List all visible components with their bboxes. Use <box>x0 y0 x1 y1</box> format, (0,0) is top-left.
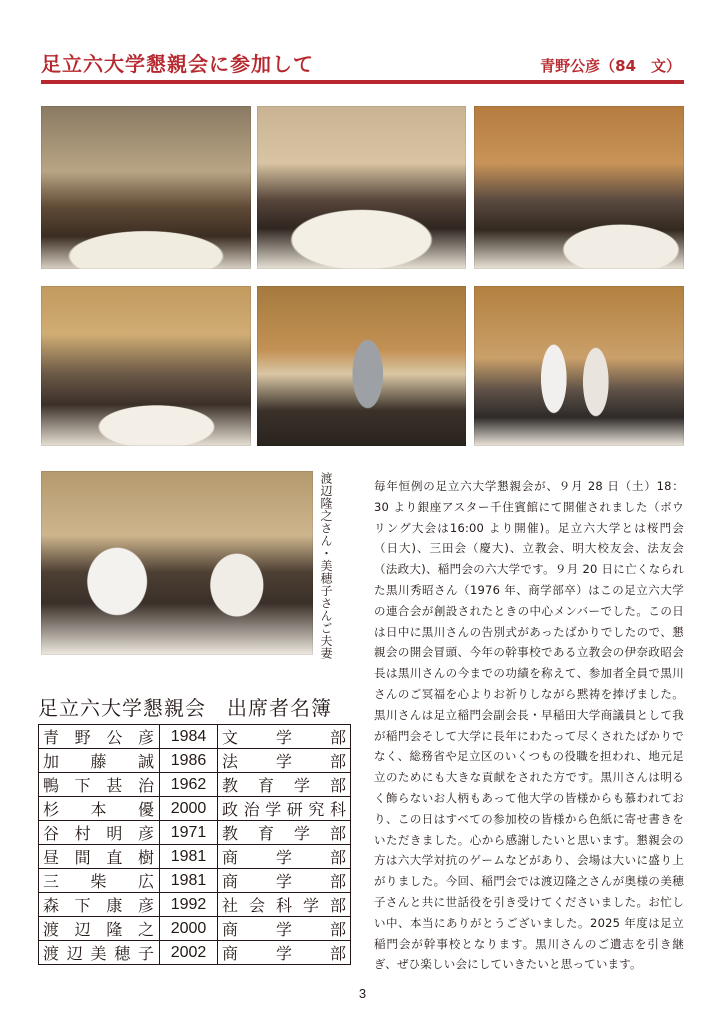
graduation-year: 2000 <box>160 797 218 821</box>
photo-three-standing-hosts <box>474 286 684 446</box>
faculty: 教育学部 <box>218 773 351 797</box>
attendee-name: 加藤誠 <box>39 749 160 773</box>
roster-row <box>39 941 351 965</box>
attendee-name: 鴨下甚治 <box>39 773 160 797</box>
photo-banquet-hall-wide <box>41 106 251 269</box>
photo-speaker-at-microphone <box>257 286 466 446</box>
faculty: 商学部 <box>218 845 351 869</box>
graduation-year: 1986 <box>160 749 218 773</box>
author-byline: 青野公彦（84 文） <box>540 57 681 75</box>
attendee-roster-table <box>38 724 351 965</box>
roster-row <box>39 749 351 773</box>
attendee-name: 渡辺美穂子 <box>39 941 160 965</box>
roster-row <box>39 917 351 941</box>
graduation-year: 2000 <box>160 917 218 941</box>
attendee-name: 谷村明彦 <box>39 821 160 845</box>
roster-row <box>39 797 351 821</box>
faculty: 文学部 <box>218 725 351 749</box>
graduation-year: 1962 <box>160 773 218 797</box>
graduation-year: 1992 <box>160 893 218 917</box>
graduation-year: 1981 <box>160 869 218 893</box>
roster-row <box>39 869 351 893</box>
roster-row <box>39 821 351 845</box>
attendee-name: 昼間直樹 <box>39 845 160 869</box>
article-body: 毎年恒例の足立六大学懇親会が、９月 28 日（土）18：30 より銀座アスター千住賓館にて開催されました（ボウリング大会は16:00 より開催)。足立六大学とは桜門会（日大)、三田会（慶大)、立教会、明大校友会、法友会（法政大)、稲門会の六大学です。９月 20 日に亡くなられた黒川秀昭さん（1976 年、商学部卒）はこの足立六大学の連合会が創設されたときの中心メンバーでした。この日は日中に黒川さんの告別式があったばかりでしたので、懇親会の開会冒頭、今年の幹事校である立教会の伊奈政昭会長は黒川さんの今までの功績を称えて、参加者全員で黒川さんのご冥福を心よりお祈りしながら黙祷を捧げました。黒川さんは足立稲門会副会長・早稲田大学商議員として我が稲門会そして大学に長年にわたって尽くされたばかりでなく、総務省や足立区のいくつもの役職を担われ、地元足立のためにも大きな貢献をされた方です。黒川さんは明るく飾らないお人柄もあって他大学の皆様からも慕われており、この日はすべての参加校の皆様から色紙に寄せ書きをいただきました。心から感謝したいと思います。懇親会の方は六大学対抗のゲームなどがあり、会場は大いに盛り上がりました。今回、稲門会では渡辺隆之さんが奥様の美穂子さんと共に世話役を引き受けてくださいました。お忙しい中、本当にありがとうございました。2025 年度は足立稲門会が幹事校となります。黒川さんのご遺志を引き継ぎ、ぜひ楽しい会にしていきたいと思っています。 <box>374 479 684 972</box>
faculty: 法学部 <box>218 749 351 773</box>
attendee-name: 杉本優 <box>39 797 160 821</box>
graduation-year: 1981 <box>160 845 218 869</box>
attendee-name: 渡辺隆之 <box>39 917 160 941</box>
graduation-year: 1984 <box>160 725 218 749</box>
faculty: 社会科学部 <box>218 893 351 917</box>
article-title: 足立六大学懇親会に参加して <box>41 52 314 76</box>
faculty: 教育学部 <box>218 821 351 845</box>
photo-watanabe-couple <box>41 471 313 655</box>
photo-guests-seated <box>41 286 251 446</box>
photo-table-conversation <box>474 106 684 269</box>
attendee-name: 三柴広 <box>39 869 160 893</box>
graduation-year: 2002 <box>160 941 218 965</box>
photo-round-table-guests <box>257 106 466 269</box>
roster-row <box>39 845 351 869</box>
photo-caption: 渡辺隆之さん・美穂子さんご夫妻 <box>319 472 333 660</box>
roster-row <box>39 725 351 749</box>
graduation-year: 1971 <box>160 821 218 845</box>
attendee-name: 青野公彦 <box>39 725 160 749</box>
faculty: 商学部 <box>218 869 351 893</box>
faculty: 商学部 <box>218 941 351 965</box>
page-number: 3 <box>358 986 367 1001</box>
attendee-name: 森下康彦 <box>39 893 160 917</box>
roster-row <box>39 893 351 917</box>
faculty: 政治学研究科 <box>218 797 351 821</box>
faculty: 商学部 <box>218 917 351 941</box>
roster-title: 足立六大学懇親会 出席者名簿 <box>38 696 332 720</box>
roster-row <box>39 773 351 797</box>
header-divider <box>41 80 684 84</box>
